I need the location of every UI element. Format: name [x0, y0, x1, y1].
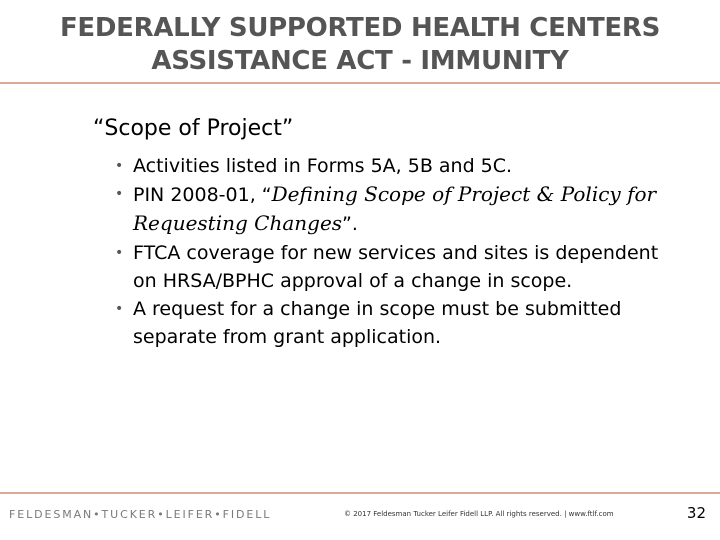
bullet-text: Activities listed in Forms 5A, 5B and 5C. [133, 155, 513, 177]
bullet-dot-icon: • [115, 245, 124, 261]
title-divider [0, 82, 720, 84]
bullet-dot-icon: • [115, 186, 124, 202]
bullet-text: FTCA coverage for new services and sites is dependent on HRSA/BPHC approval of a change in scope. [133, 242, 659, 292]
bullet-item [112, 180, 672, 238]
firm-logo: FELDESMAN•TUCKER•LEIFER•FIDELL [9, 508, 272, 521]
bullet-item [112, 295, 672, 351]
slide-title [0, 12, 720, 78]
bullet-item [112, 152, 672, 180]
slide-title-line-2: ASSISTANCE ACT - IMMUNITY [151, 46, 569, 76]
bullet-list [112, 152, 672, 351]
slide-title-line-1: FEDERALLY SUPPORTED HEALTH CENTERS [59, 13, 661, 43]
bullet-text: A request for a change in scope must be submitted separate from grant application. [133, 298, 622, 348]
footer-divider [0, 492, 720, 494]
page-number: 32 [686, 504, 706, 522]
copyright-notice: © 2017 Feldesman Tucker Leifer Fidell LLP. All rights reserved. | www.ftlf.com [344, 510, 614, 518]
slide-subtitle: “Scope of Project” [93, 116, 294, 141]
bullet-dot-icon: • [115, 301, 124, 317]
bullet-text-italic: Defining Scope of Project & Policy for Requesting Changes [133, 182, 657, 235]
bullet-text-prefix: PIN 2008-01, “ [133, 184, 272, 206]
bullet-item [112, 239, 672, 295]
bullet-dot-icon: • [115, 158, 124, 174]
bullet-text-suffix: ”. [342, 213, 358, 235]
